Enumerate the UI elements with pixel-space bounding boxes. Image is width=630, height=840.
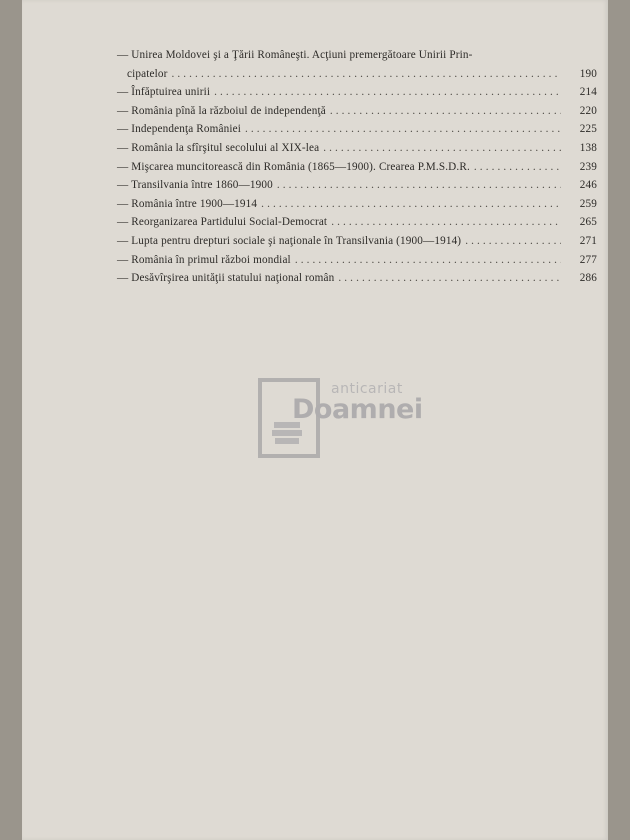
dot-leader	[295, 251, 561, 270]
toc-entry-title: — Independenţa României	[117, 123, 241, 136]
toc-page-number: 286	[579, 272, 597, 285]
toc-entry-title: — România pînă la războiul de independenţă	[117, 104, 326, 117]
book-page	[22, 0, 608, 840]
toc-entry	[117, 176, 597, 195]
dot-leader	[245, 120, 561, 139]
dot-leader	[338, 269, 561, 288]
toc-entry-title: — Transilvania între 1860—1900	[117, 179, 273, 192]
toc-entry-title: — România în primul război mondial	[117, 253, 291, 266]
watermark-big-text: Doamnei	[292, 394, 423, 425]
dot-leader	[171, 65, 561, 84]
toc-entry-title: — Desăvîrşirea unităţii statului naţional român	[117, 272, 335, 285]
watermark-small-text: anticariat	[331, 381, 403, 397]
toc-page-number: 277	[579, 253, 597, 266]
toc-page-number: 271	[579, 234, 597, 247]
toc-entry-title: — Mişcarea muncitorească din România (1865—1900). Crearea P.M.S.D.R.	[117, 160, 470, 173]
watermark-logo	[258, 378, 428, 462]
toc-entry	[117, 120, 597, 139]
toc-page-number: 138	[579, 141, 597, 154]
toc-page-number: 220	[579, 104, 597, 117]
dot-leader	[474, 158, 561, 177]
toc-entry-title: — Reorganizarea Partidului Social-Democrat	[117, 216, 328, 229]
toc-entry-title: — Lupta pentru drepturi sociale şi naţionale în Transilvania (1900—1914)	[117, 234, 462, 247]
dot-leader	[261, 195, 561, 214]
toc-page-number: 225	[579, 123, 597, 136]
dot-leader	[214, 83, 561, 102]
dot-leader	[323, 139, 561, 158]
toc-page-number: 239	[579, 160, 597, 173]
toc-page-number: 265	[579, 216, 597, 229]
toc-entry-title: — România între 1900—1914	[117, 197, 258, 210]
toc-page-number: 214	[579, 86, 597, 99]
toc-entry-title: — Înfăptuirea unirii	[117, 86, 211, 99]
toc-entry	[117, 139, 597, 158]
toc-entry	[117, 46, 597, 83]
toc-page-number: 246	[579, 179, 597, 192]
toc-entry	[117, 213, 597, 232]
table-of-contents	[117, 46, 597, 288]
dot-leader	[330, 102, 561, 121]
dot-leader	[465, 232, 561, 251]
toc-entry	[117, 102, 597, 121]
toc-entry	[117, 195, 597, 214]
dot-leader	[331, 213, 561, 232]
toc-entry	[117, 269, 597, 288]
toc-entry-title: — Unirea Moldovei şi a Ţării Româneşti. Acţiuni premergătoare Unirii Prin-	[117, 49, 473, 61]
toc-entry	[117, 251, 597, 270]
toc-entry	[117, 158, 597, 177]
dot-leader	[277, 176, 561, 195]
toc-entry-title: — România la sfîrşitul secolului al XIX-lea	[117, 141, 320, 154]
toc-entry	[117, 83, 597, 102]
toc-page-number: 190	[579, 67, 597, 80]
toc-entry	[117, 232, 597, 251]
toc-entry-title-continued: cipatelor	[127, 67, 168, 80]
toc-page-number: 259	[579, 197, 597, 210]
